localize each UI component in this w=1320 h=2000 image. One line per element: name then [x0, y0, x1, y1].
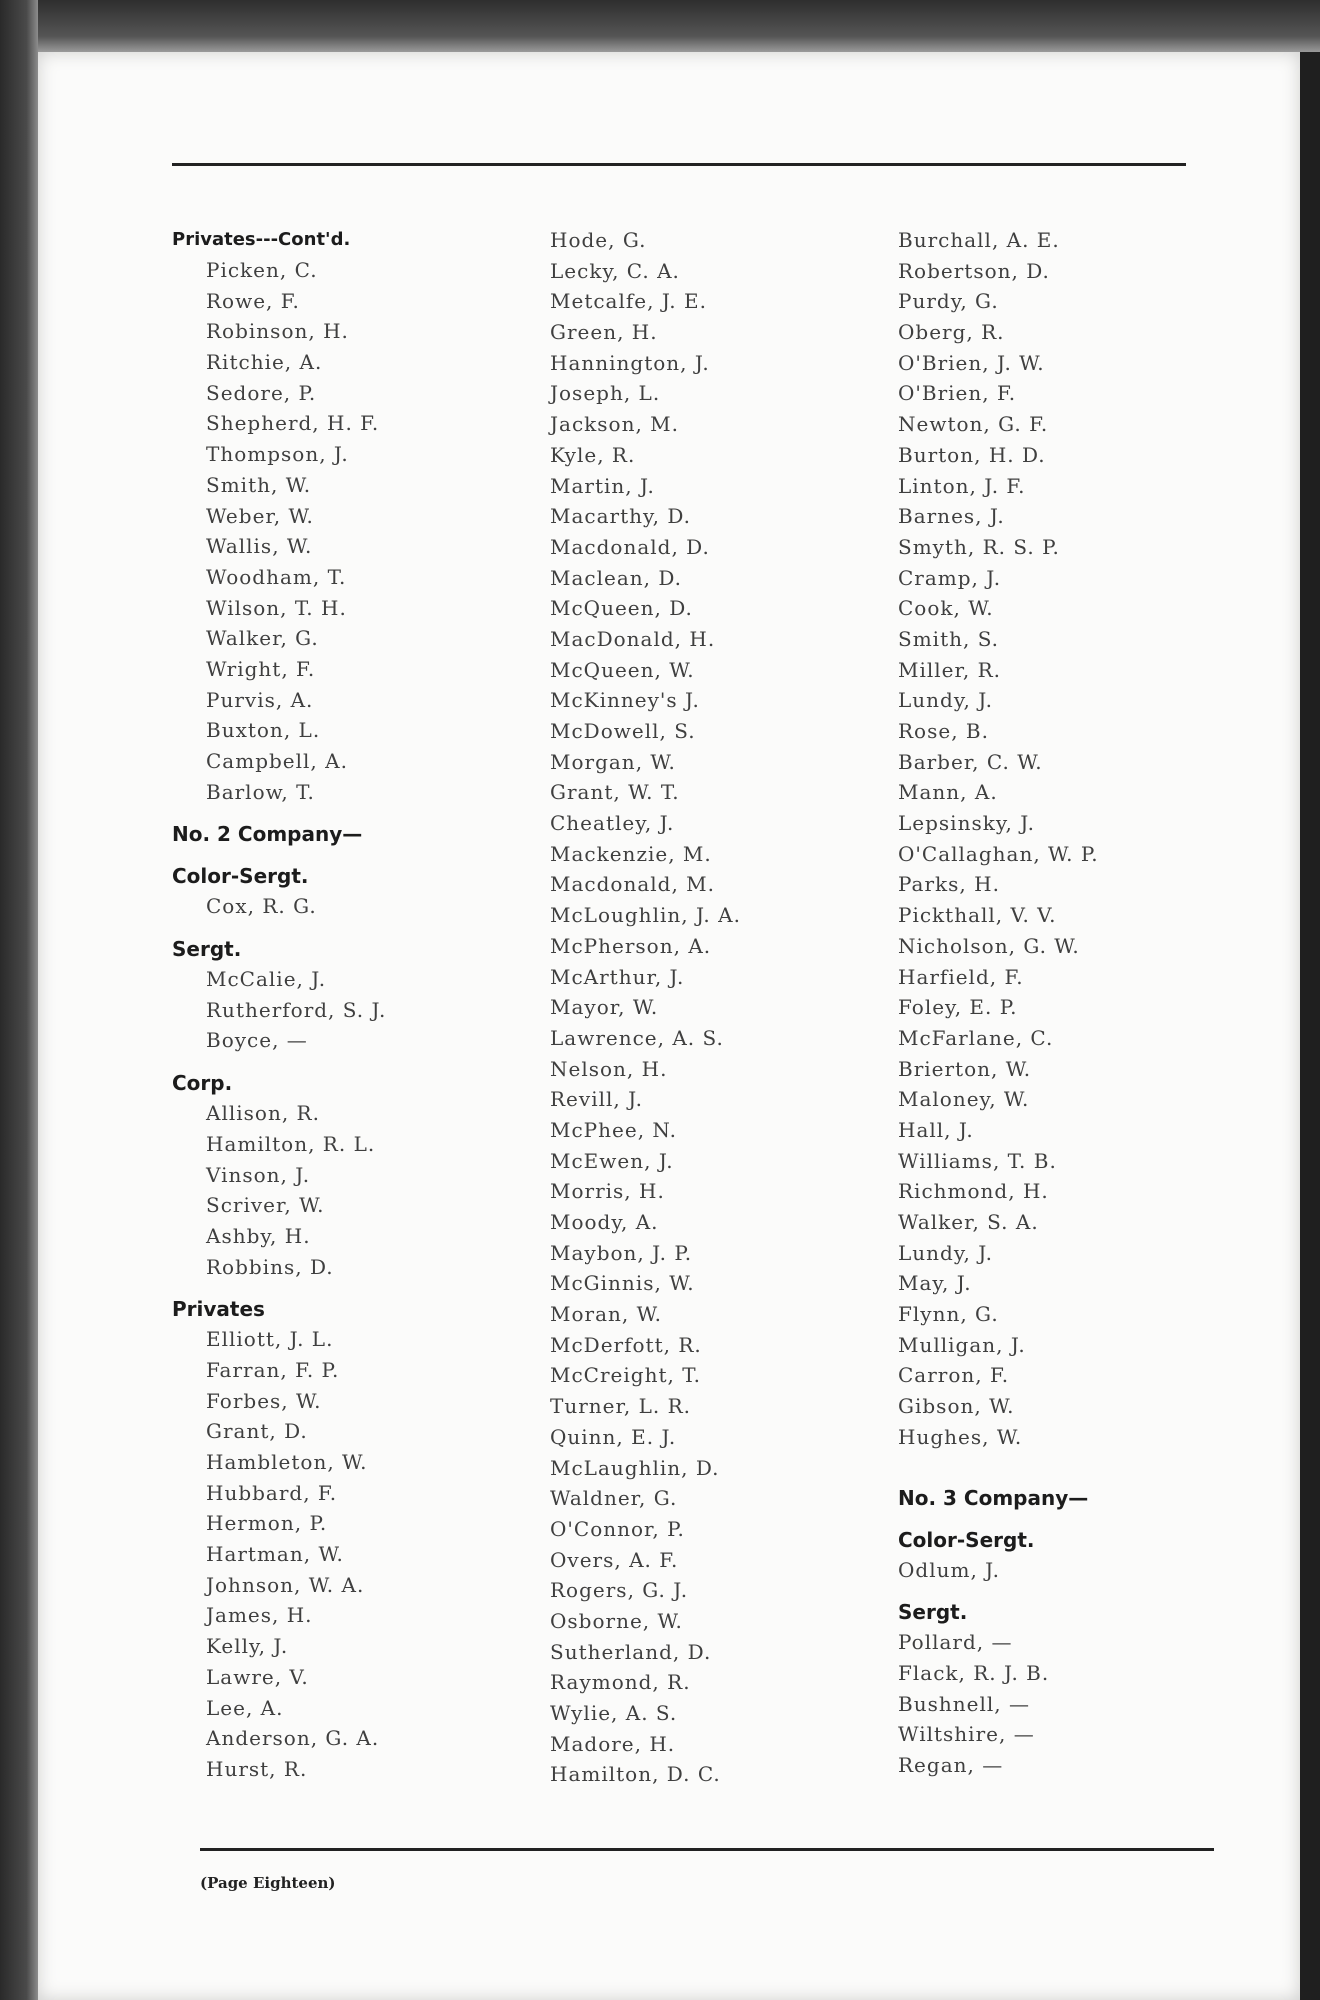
- name-entry: Grant, D.: [206, 1419, 308, 1444]
- name-entry: Rogers, G. J.: [550, 1578, 689, 1603]
- name-entry: McKinney's J.: [550, 688, 700, 713]
- name-entry: Overs, A. F.: [550, 1547, 679, 1572]
- name-entry: Maloney, W.: [898, 1087, 1030, 1112]
- list-color-sergt-no3: [898, 1555, 1198, 1586]
- name-entry: Barlow, T.: [206, 779, 315, 804]
- name-entry: Elliott, J. L.: [206, 1327, 334, 1352]
- name-entry: Waldner, G.: [550, 1486, 678, 1511]
- name-entry: McLoughlin, J. A.: [550, 903, 741, 928]
- name-entry: Barber, C. W.: [898, 749, 1043, 774]
- name-entry: Mulligan, J.: [898, 1332, 1026, 1357]
- name-entry: McPherson, A.: [550, 933, 712, 958]
- name-entry: Bushnell, —: [898, 1691, 1030, 1716]
- name-entry: Pollard, —: [898, 1630, 1013, 1655]
- list-privates: [172, 1324, 532, 1784]
- name-entry: Smith, W.: [206, 472, 312, 497]
- name-entry: Macdonald, D.: [550, 534, 710, 559]
- name-entry: Forbes, W.: [206, 1388, 322, 1413]
- name-entry: Barnes, J.: [898, 504, 1005, 529]
- name-entry: Flynn, G.: [898, 1302, 999, 1327]
- name-entry: Picken, C.: [206, 258, 318, 282]
- name-entry: McCreight, T.: [550, 1363, 701, 1388]
- name-entry: McPhee, N.: [550, 1117, 677, 1142]
- name-entry: MacDonald, H.: [550, 626, 716, 651]
- name-entry: Vinson, J.: [206, 1162, 311, 1187]
- name-entry: McDowell, S.: [550, 719, 696, 743]
- name-entry: McArthur, J.: [550, 964, 685, 989]
- list-sergt-no3: [898, 1627, 1198, 1780]
- name-entry: Linton, J. F.: [898, 473, 1026, 498]
- heading-sergt: Sergt.: [172, 937, 242, 962]
- name-entry: O'Connor, P.: [550, 1516, 685, 1541]
- bottom-rule: [200, 1848, 1214, 1851]
- name-entry: Mann, A.: [898, 780, 998, 805]
- name-entry: O'Brien, J. W.: [898, 350, 1045, 375]
- name-entry: Revill, J.: [550, 1087, 643, 1112]
- heading-no3-company: No. 3 Company—: [898, 1485, 1089, 1510]
- name-entry: Hubbard, F.: [206, 1480, 338, 1505]
- name-entry: Regan, —: [898, 1752, 1004, 1777]
- name-entry: Walker, G.: [206, 626, 319, 651]
- name-entry: Cramp, J.: [898, 565, 1002, 590]
- name-entry: Cox, R. G.: [206, 894, 317, 919]
- heading-no2-company: No. 2 Company—: [172, 822, 363, 847]
- name-entry: Hughes, W.: [898, 1424, 1023, 1449]
- name-entry: Macarthy, D.: [550, 504, 692, 529]
- name-entry: Turner, L. R.: [550, 1394, 691, 1419]
- name-entry: Rutherford, S. J.: [206, 997, 387, 1022]
- name-entry: Anderson, G. A.: [206, 1726, 380, 1751]
- name-entry: Brierton, W.: [898, 1056, 1032, 1081]
- name-entry: Foley, E. P.: [898, 995, 1018, 1020]
- column-1: [172, 225, 532, 1785]
- name-entry: Burchall, A. E.: [898, 228, 1060, 252]
- name-entry: McEwen, J.: [550, 1148, 674, 1173]
- name-entry: Lundy, J.: [898, 688, 994, 713]
- name-entry: Oberg, R.: [898, 320, 1005, 345]
- name-entry: Kelly, J.: [206, 1634, 289, 1659]
- name-entry: Maybon, J. P.: [550, 1240, 693, 1265]
- list-corp: [172, 1098, 532, 1282]
- name-entry: Metcalfe, J. E.: [550, 289, 707, 314]
- list-privates-contd: [172, 255, 532, 807]
- name-entry: Mackenzie, M.: [550, 841, 712, 866]
- list-names-column-3: [898, 225, 1198, 1453]
- name-entry: Osborne, W.: [550, 1608, 683, 1633]
- name-entry: Weber, W.: [206, 503, 314, 528]
- name-entry: Walker, S. A.: [898, 1210, 1039, 1234]
- name-entry: Hurst, R.: [206, 1756, 308, 1781]
- list-names-column-2: [550, 225, 880, 1790]
- name-entry: Wallis, W.: [206, 534, 313, 559]
- name-entry: Flack, R. J. B.: [898, 1660, 1050, 1685]
- name-entry: Pickthall, V. V.: [898, 903, 1057, 928]
- heading-sergt-no3: Sergt.: [898, 1600, 968, 1625]
- name-entry: Woodham, T.: [206, 564, 347, 589]
- name-entry: Miller, R.: [898, 657, 1001, 682]
- name-entry: Nelson, H.: [550, 1056, 668, 1081]
- name-entry: Smyth, R. S. P.: [898, 534, 1060, 559]
- name-entry: Lundy, J.: [898, 1240, 994, 1265]
- name-entry: Burton, H. D.: [898, 442, 1046, 467]
- name-entry: McGinnis, W.: [550, 1271, 695, 1296]
- top-rule: [172, 163, 1186, 166]
- name-entry: Hamilton, D. C.: [550, 1762, 721, 1787]
- name-entry: McQueen, D.: [550, 596, 693, 621]
- name-entry: Kyle, R.: [550, 442, 636, 467]
- name-entry: Morgan, W.: [550, 749, 676, 774]
- name-entry: Wright, F.: [206, 656, 316, 681]
- name-entry: May, J.: [898, 1271, 972, 1296]
- name-entry: Buxton, L.: [206, 718, 321, 743]
- name-entry: Quinn, E. J.: [550, 1424, 677, 1449]
- heading-privates: Privates: [172, 1297, 265, 1322]
- name-entry: Robertson, D.: [898, 258, 1050, 283]
- name-entry: Sutherland, D.: [550, 1639, 712, 1664]
- name-entry: Williams, T. B.: [898, 1148, 1057, 1173]
- list-color-sergt: [172, 891, 532, 922]
- name-entry: O'Brien, F.: [898, 381, 1017, 406]
- name-entry: Martin, J.: [550, 473, 655, 498]
- name-entry: Hannington, J.: [550, 350, 710, 375]
- heading-color-sergt: Color-Sergt.: [172, 864, 309, 889]
- heading-corp: Corp.: [172, 1071, 233, 1096]
- name-entry: Sedore, P.: [206, 380, 317, 405]
- name-entry: McFarlane, C.: [898, 1025, 1054, 1050]
- name-entry: Newton, G. F.: [898, 412, 1049, 437]
- page-footer: (Page Eighteen): [200, 1874, 336, 1892]
- name-entry: Wiltshire, —: [898, 1722, 1035, 1747]
- name-entry: Moody, A.: [550, 1210, 659, 1234]
- name-entry: Shepherd, H. F.: [206, 411, 380, 436]
- name-entry: Carron, F.: [898, 1363, 1010, 1388]
- name-entry: Lawrence, A. S.: [550, 1025, 724, 1050]
- name-entry: McLaughlin, D.: [550, 1455, 720, 1480]
- name-entry: Campbell, A.: [206, 749, 348, 773]
- name-entry: Scriver, W.: [206, 1193, 325, 1218]
- name-entry: Madore, H.: [550, 1731, 676, 1756]
- name-entry: Wylie, A. S.: [550, 1701, 678, 1725]
- name-entry: McDerfott, R.: [550, 1332, 702, 1357]
- name-entry: Farran, F. P.: [206, 1357, 340, 1382]
- name-entry: Hartman, W.: [206, 1542, 344, 1567]
- name-entry: James, H.: [206, 1603, 313, 1628]
- name-entry: Moran, W.: [550, 1302, 663, 1327]
- name-entry: Allison, R.: [206, 1101, 320, 1126]
- name-entry: Lecky, C. A.: [550, 258, 680, 283]
- name-entry: Grant, W. T.: [550, 780, 680, 805]
- name-entry: Johnson, W. A.: [206, 1572, 365, 1597]
- name-entry: Lee, A.: [206, 1695, 284, 1720]
- column-3: [898, 225, 1198, 1781]
- name-entry: Hall, J.: [898, 1117, 974, 1142]
- name-entry: Green, H.: [550, 320, 658, 345]
- name-entry: Hamilton, R. L.: [206, 1131, 376, 1156]
- binding-edge-top: [0, 0, 1320, 52]
- name-entry: Joseph, L.: [550, 381, 661, 406]
- column-2: [550, 225, 880, 1790]
- name-entry: Morris, H.: [550, 1179, 665, 1204]
- name-entry: Maclean, D.: [550, 565, 683, 590]
- name-entry: Purdy, G.: [898, 289, 999, 314]
- name-entry: Hambleton, W.: [206, 1450, 368, 1474]
- name-entry: Jackson, M.: [550, 412, 679, 437]
- name-entry: Cook, W.: [898, 596, 994, 621]
- heading-privates-contd: Privates---Cont'd.: [172, 229, 351, 250]
- name-entry: Harfield, F.: [898, 964, 1024, 989]
- name-entry: Nicholson, G. W.: [898, 933, 1080, 958]
- name-entry: Robinson, H.: [206, 319, 349, 344]
- name-entry: Richmond, H.: [898, 1179, 1049, 1204]
- name-entry: Ritchie, A.: [206, 350, 323, 375]
- name-entry: McCalie, J.: [206, 967, 327, 992]
- heading-color-sergt-no3: Color-Sergt.: [898, 1527, 1035, 1552]
- name-entry: Ashby, H.: [206, 1223, 311, 1248]
- name-entry: Hermon, P.: [206, 1511, 328, 1536]
- name-entry: Boyce, —: [206, 1028, 308, 1053]
- name-entry: Purvis, A.: [206, 687, 314, 712]
- list-sergt: [172, 964, 532, 1056]
- name-entry: McQueen, W.: [550, 657, 695, 682]
- name-entry: Rowe, F.: [206, 288, 300, 313]
- name-entry: Parks, H.: [898, 872, 1000, 897]
- name-entry: Raymond, R.: [550, 1670, 691, 1695]
- name-entry: Smith, S.: [898, 626, 1000, 651]
- name-entry: O'Callaghan, W. P.: [898, 841, 1099, 866]
- name-entry: Gibson, W.: [898, 1394, 1015, 1419]
- name-entry: Hode, G.: [550, 228, 647, 252]
- name-entry: Rose, B.: [898, 719, 989, 743]
- name-entry: Cheatley, J.: [550, 811, 675, 836]
- name-entry: Odlum, J.: [898, 1557, 1000, 1582]
- name-entry: Lepsinsky, J.: [898, 811, 1036, 836]
- name-entry: Thompson, J.: [206, 442, 349, 467]
- name-entry: Lawre, V.: [206, 1664, 309, 1689]
- name-entry: Mayor, W.: [550, 995, 659, 1020]
- name-entry: Wilson, T. H.: [206, 595, 347, 620]
- binding-edge-left: [0, 0, 38, 2000]
- name-entry: Robbins, D.: [206, 1254, 334, 1279]
- name-entry: Macdonald, M.: [550, 872, 716, 897]
